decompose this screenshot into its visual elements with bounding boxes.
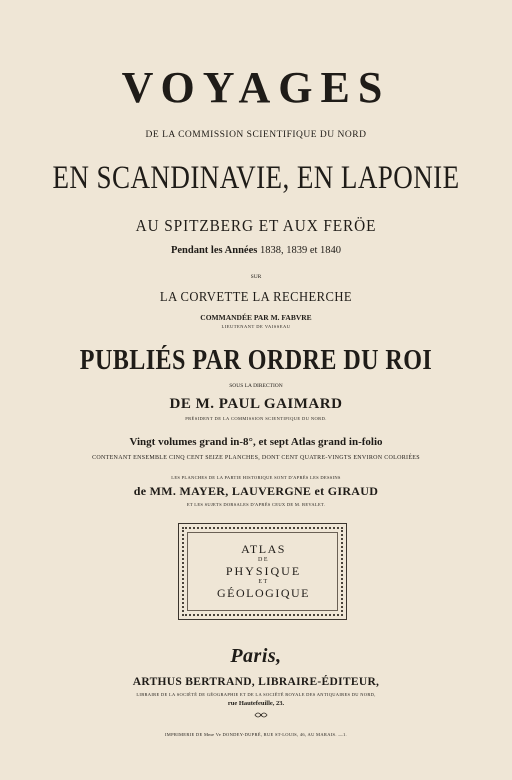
direction-label: SOUS LA DIRECTION [229,383,283,389]
printer-line: IMPRIMERIE DE Mme Ve DONDEY-DUPRÉ, RUE ST-LOUIS, 46, AU MARAIS. —1. [165,732,347,737]
subjects-note: ET LES SUJETS DORSALES D'APRÈS CEUX DE M. BEVALET. [186,502,326,507]
publisher-note: LIBRAIRE DE LA SOCIÉTÉ DE GÉOGRAPHIE ET DE LA SOCIÉTÉ ROYALE DES ANTIQUAIRES DU NORD, [136,692,376,697]
printer-ornament-icon [254,710,268,720]
atlas-label: ATLAS [241,542,286,556]
commander-line: COMMANDÉE PAR M. FABVRE [200,313,312,322]
ship-name: LA CORVETTE LA RECHERCHE [159,290,353,305]
years-line [0,245,512,256]
title-voyages: VOYAGES [121,63,391,112]
places-line: AU SPITZBERG ET AUX FERÖE [135,216,377,235]
commission-subtitle: DE LA COMMISSION SCIENTIFIQUE DU NORD [145,130,367,140]
main-title: EN SCANDINAVIE, EN LAPONIE [52,160,460,196]
published-by-order: PUBLIÉS PAR ORDRE DU ROI [79,345,433,376]
director-name: DE M. PAUL GAIMARD [169,396,343,412]
publisher-address: rue Hautefeuille, 23. [227,700,285,707]
director-title: PRÉSIDENT DE LA COMMISSION SCIENTIFIQUE DU NORD. [185,416,327,421]
years-values: 1838, 1839 et 1840 [259,245,342,256]
sur-label: SUR [250,274,262,280]
commander-rank: LIEUTENANT DE VAISSEAU [221,324,291,329]
city-name: Paris, [230,645,282,667]
volumes-line: Vingt volumes grand in-8°, et sept Atlas grand in-folio [129,436,383,448]
atlas-frame [178,523,347,620]
atlas-de: DE [258,557,269,563]
atlas-geologique: GÉOLOGIQUE [217,586,310,600]
artists-line: de MM. MAYER, LAUVERGNE et GIRAUD [133,484,379,498]
publisher-name: ARTHUS BERTRAND, LIBRAIRE-ÉDITEUR, [132,676,380,688]
plates-description: CONTENANT ENSEMBLE CINQ CENT SEIZE PLANCHES, DONT CENT QUATRE-VINGTS ENVIRON COLORIÉES [92,455,420,461]
atlas-et: ET [258,579,269,585]
plates-note: LES PLANCHES DE LA PARTIE HISTORIQUE SONT D'APRÈS LES DESSINS [171,475,341,480]
atlas-physique: PHYSIQUE [225,564,302,578]
years-prefix: Pendant les Années [170,245,258,256]
